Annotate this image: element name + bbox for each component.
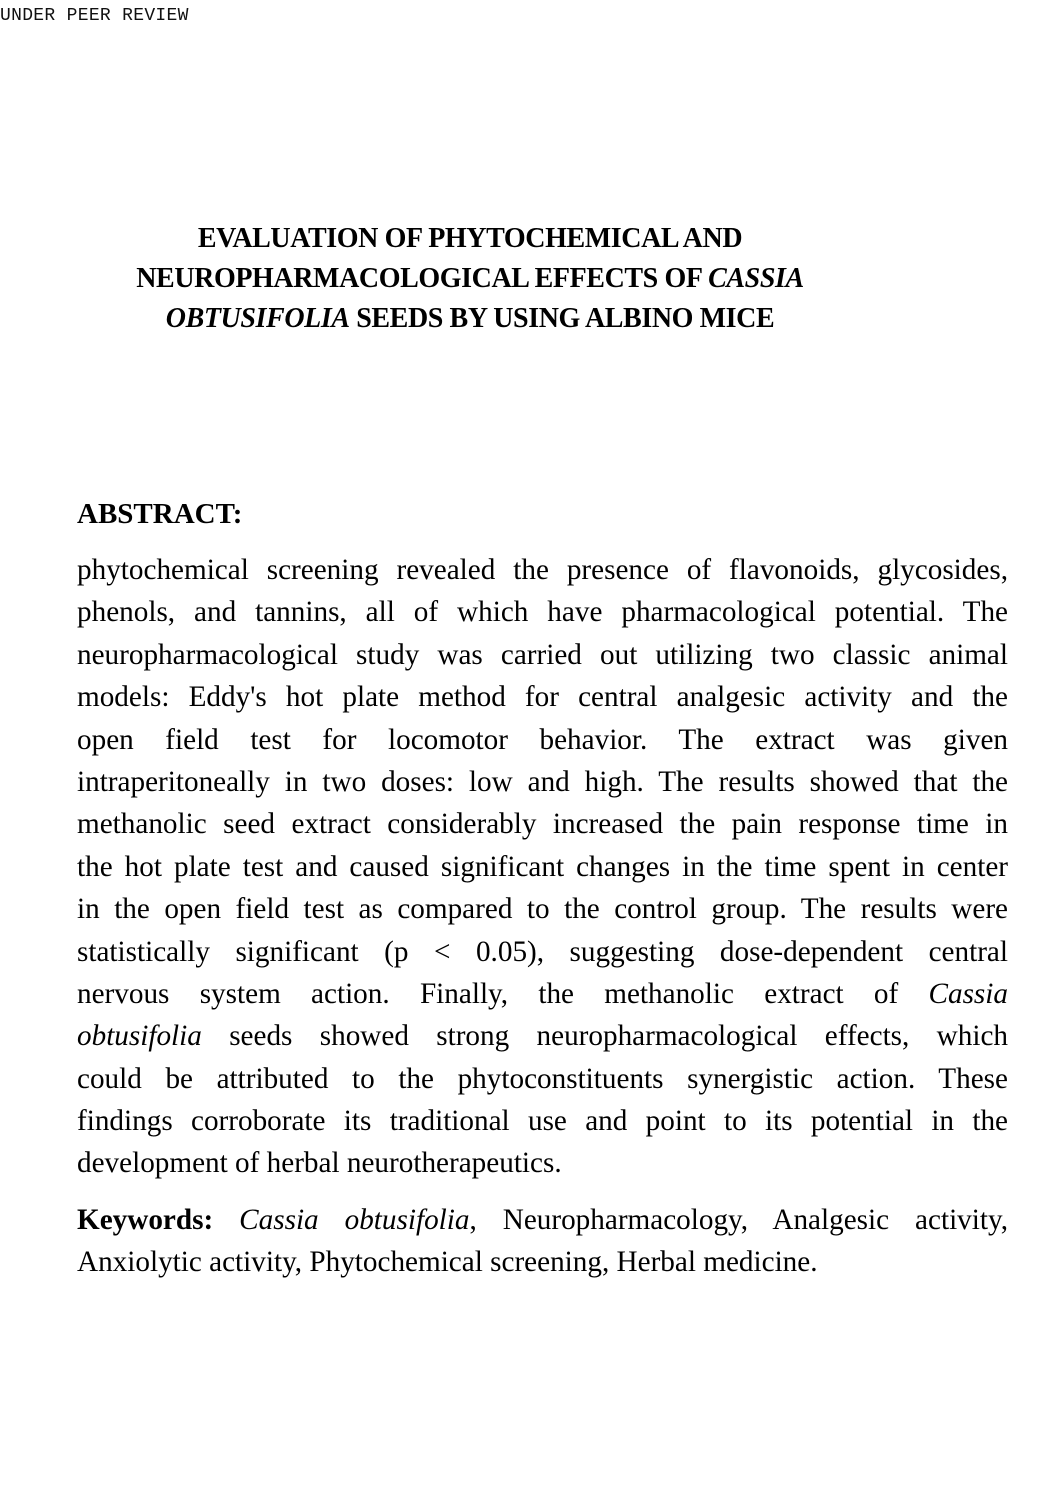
keywords-line-1: [77, 1199, 1008, 1241]
keywords-line-2: Anxiolytic activity, Phytochemical screening, Herbal medicine.: [77, 1246, 818, 1279]
peer-review-watermark: UNDER PEER REVIEW: [0, 6, 189, 26]
title-line-3-text: SEEDS BY USING ALBINO MICE: [349, 303, 775, 334]
abstract-genus: Cassia: [928, 977, 1008, 1010]
title-genus: CASSIA: [708, 263, 804, 294]
title-species: OBTUSIFOLIA: [165, 303, 350, 334]
abstract-line: methanolic seed extract considerably increased the pain response time in: [77, 808, 1008, 841]
abstract-line: phytochemical screening revealed the presence of flavonoids, glycosides,: [77, 554, 1008, 586]
title-line-2-text: NEUROPHARMACOLOGICAL EFFECTS OF: [136, 263, 709, 294]
abstract-line: findings corroborate its traditional use and point to its potential in the: [77, 1105, 1008, 1138]
abstract-line: open field test for locomotor behavior. The extract was given: [77, 723, 1008, 756]
abstract-body: [77, 549, 1008, 1185]
keywords-list-text: , Neuropharmacology, Analgesic activity,: [469, 1204, 1008, 1236]
abstract-line: phenols, and tannins, all of which have pharmacological potential. The: [77, 596, 1008, 629]
abstract-line: models: Eddy's hot plate method for central analgesic activity and the: [77, 681, 1008, 714]
abstract-line: in the open field test as compared to the control group. The results were: [77, 893, 1008, 926]
abstract-line: neuropharmacological study was carried out utilizing two classic animal: [77, 638, 1008, 671]
abstract-line: [77, 1015, 1008, 1057]
abstract-line: the hot plate test and caused significant changes in the time spent in center: [77, 850, 1008, 883]
abstract-species: obtusifolia: [77, 1020, 202, 1053]
abstract-line-text: nervous system action. Finally, the methanolic extract of: [77, 977, 929, 1010]
title-line-3: [60, 299, 880, 339]
keyword-species: Cassia obtusifolia: [213, 1204, 470, 1236]
abstract-heading: ABSTRACT:: [77, 498, 243, 530]
title-line-2: [60, 259, 880, 299]
keywords-label: Keywords:: [77, 1204, 214, 1236]
abstract-line: development of herbal neurotherapeutics.: [77, 1147, 562, 1180]
abstract-line: intraperitoneally in two doses: low and high. The results showed that the: [77, 765, 1008, 798]
abstract-line: could be attributed to the phytoconstituents synergistic action. These: [77, 1062, 1008, 1095]
keywords-section: [77, 1199, 1008, 1284]
abstract-line: [77, 973, 1008, 1015]
paper-title: [60, 219, 880, 339]
abstract-line: statistically significant (p < 0.05), suggesting dose-dependent central: [77, 935, 1008, 968]
title-line-1: EVALUATION OF PHYTOCHEMICAL AND: [197, 223, 743, 254]
abstract-line-text: seeds showed strong neuropharmacological effects, which: [201, 1020, 1008, 1053]
